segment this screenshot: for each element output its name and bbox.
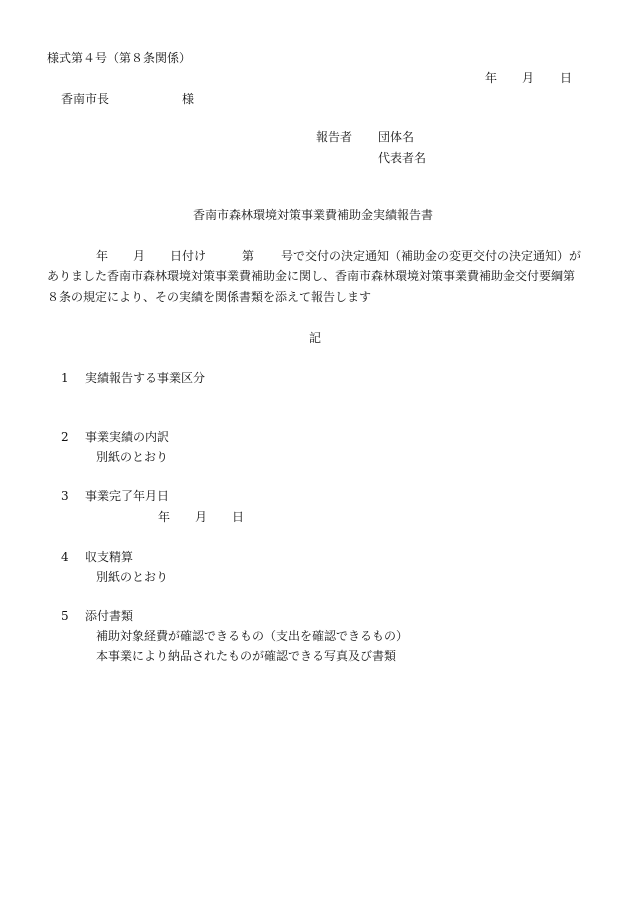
item-3-number: 3 — [61, 489, 69, 503]
reporter-label: 報告者 — [316, 130, 353, 144]
item-5-detail-2: 本事業により納品されたものが確認できる写真及び書類 — [96, 649, 397, 663]
addressee-name: 香南市長 — [61, 92, 110, 106]
item-1-label: 実績報告する事業区分 — [85, 371, 206, 385]
date-month: 月 — [522, 71, 535, 85]
item-5-label: 添付書類 — [85, 609, 134, 623]
intro-number-suffix: 号で交付の決定通知（補助金の変更交付の決定通知）が — [281, 249, 582, 263]
item-3-label: 事業完了年月日 — [85, 489, 170, 503]
intro-dated: 日付け — [170, 249, 207, 263]
body-line-3: ８条の規定により、その実績を関係書類を添えて報告します — [47, 290, 372, 304]
date-year: 年 — [485, 71, 498, 85]
body-line-2: ありました香南市森林環境対策事業費補助金に関し、香南市森林環境対策事業費補助金交付要綱第 — [47, 269, 576, 283]
item-2-number: 2 — [61, 430, 69, 444]
intro-month: 月 — [133, 249, 146, 263]
item-2-detail: 別紙のとおり — [96, 450, 169, 464]
item-1-number: 1 — [61, 371, 69, 385]
representative-label: 代表者名 — [378, 151, 427, 165]
addressee-honorific: 様 — [182, 92, 195, 106]
org-name-label: 団体名 — [378, 130, 415, 144]
item-3-day: 日 — [232, 510, 245, 524]
item-4-label: 収支精算 — [85, 550, 134, 564]
date-day: 日 — [560, 71, 573, 85]
form-number: 様式第４号（第８条関係） — [47, 51, 192, 65]
item-5-detail-1: 補助対象経費が確認できるもの（支出を確認できるもの） — [96, 629, 409, 643]
document-title: 香南市森林環境対策事業費補助金実績報告書 — [193, 208, 434, 222]
item-4-detail: 別紙のとおり — [96, 570, 169, 584]
item-2-label: 事業実績の内訳 — [85, 430, 170, 444]
item-3-year: 年 — [158, 510, 171, 524]
item-4-number: 4 — [61, 550, 69, 564]
item-5-number: 5 — [61, 609, 69, 623]
ki-heading: 記 — [309, 331, 322, 345]
intro-number-prefix: 第 — [242, 249, 255, 263]
item-3-month: 月 — [195, 510, 208, 524]
intro-year: 年 — [96, 249, 109, 263]
